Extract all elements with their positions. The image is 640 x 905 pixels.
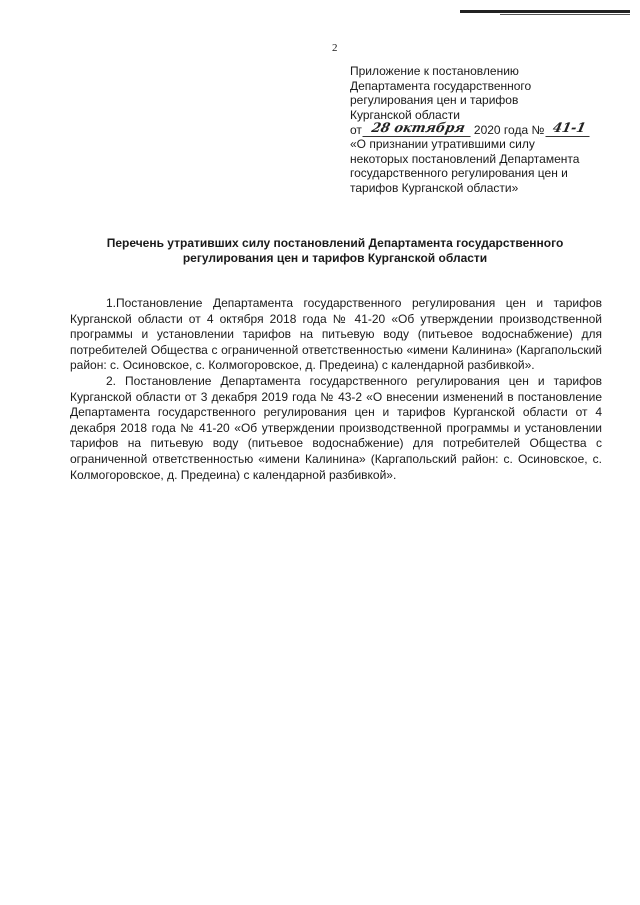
appendix-line: Приложение к постановлению (350, 64, 519, 78)
list-item-1: 1.Постановление Департамента государственного регулирования цен и тарифов Курганской области от 4 октября 2018 года № 41-20 «Об утверждении производственной программы и установлении тарифов на питьевую воду (питьевое водоснабжение) для потребителей Общества с ограниченной ответственностью «имени Калинина» (Каргапольский район: с. Осиновское, с. Колмогоровское, д. Предеина) с календарной разбивкой». (70, 296, 602, 373)
appendix-subject-line: «О признании утратившими силу (350, 137, 535, 151)
handwritten-date: 28 октября (362, 122, 473, 137)
scan-artifact-line-thin (500, 14, 630, 15)
document-body (70, 296, 602, 483)
title-line: Перечень утративших силу постановлений Департамента государственного (106, 236, 564, 250)
date-prefix: от (350, 122, 362, 137)
handwritten-number: 41-1 (546, 122, 593, 137)
appendix-line: регулирования цен и тарифов (350, 93, 519, 107)
scan-artifact-line (460, 10, 630, 13)
appendix-line: Департамента государственного (350, 78, 532, 93)
appendix-line: Курганской области (350, 107, 460, 122)
appendix-date-line (350, 122, 620, 137)
appendix-subject-line: тарифов Курганской области» (350, 180, 519, 195)
document-title (70, 236, 600, 266)
appendix-subject-line: государственного регулирования цен и (350, 166, 568, 180)
year-text: 2020 года № (473, 122, 545, 137)
title-line: регулирования цен и тарифов Курганской области (182, 251, 488, 265)
appendix-header (350, 64, 620, 195)
page-number: 2 (332, 42, 338, 54)
appendix-subject-line: некоторых постановлений Департамента (350, 151, 580, 166)
list-item-2: 2. Постановление Департамента государственного регулирования цен и тарифов Курганской области от 3 декабря 2019 года № 43-2 «О внесении изменений в постановление Департамента государственного регулирования цен и тарифов Курганской области от 4 декабря 2018 года № 41-20 «Об утверждении производственной программы и установлении тарифов на питьевую воду (питьевое водоснабжение) для потребителей Общества с ограниченной ответственностью «имени Калинина» (Каргапольский район: с. Осиновское, с. Колмогоровское, д. Предеина) с календарной разбивкой». (70, 373, 602, 482)
